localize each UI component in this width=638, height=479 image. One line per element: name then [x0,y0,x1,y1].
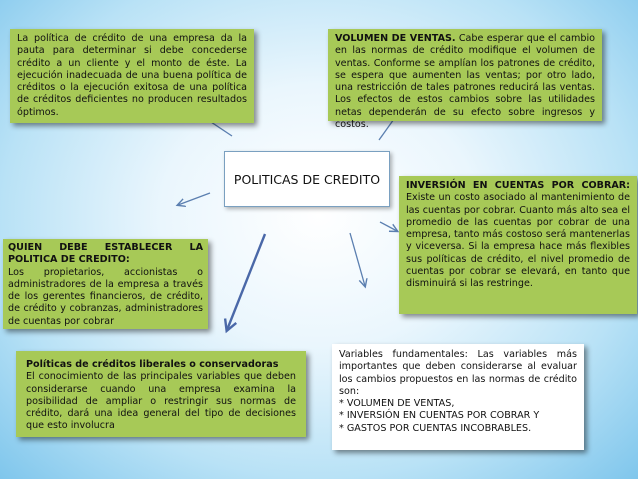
list-item: * INVERSIÓN EN CUENTAS POR COBRAR Y [339,410,540,422]
box-sales-volume [328,29,602,131]
fundamental-variables-text: Variables fundamentales: Las variables más importantes que deben considerarse al evaluar los cambios propuestos en las normas de crédito son: [339,349,577,397]
box-accounts-receivable-investment [399,176,637,314]
fundamental-variables-list [339,398,577,435]
list-item: * VOLUMEN DE VENTAS, [339,398,455,410]
box-liberal-conservative-policies [16,351,306,437]
liberal-conservative-heading: Políticas de créditos liberales o conservadoras [26,359,279,370]
accounts-receivable-heading: INVERSIÓN EN CUENTAS POR COBRAR: [406,180,630,191]
arrow-to-left [178,193,210,205]
sales-volume-heading: VOLUMEN DE VENTAS. [335,33,456,44]
box-credit-policy-definition [10,29,254,123]
who-sets-policy-text: Los propietarios, accionistas o administradores de la empresa a través de los gerentes financieros, de crédito, de crédito y cobranzas, administradores de cuentas por cobrar [8,266,203,327]
box-fundamental-variables [332,344,584,450]
box-who-sets-policy [3,239,208,329]
accounts-receivable-text: Existe un costo asociado al mantenimiento de las cuentas por cobrar. Cuanto más alto sea el promedio de las cuentas por cobrar de una empresa, tanto más costoso será mantenerlas y viceversa. Si la empresa hace más flexibles sus políticas de crédito, el nivel promedio de cuentas por cobrar se elevará, en tanto que disminuirá si las restringe. [406,192,630,290]
liberal-conservative-text: El conocimiento de las principales variables que deben considerarse cuando una empresa examina la posibilidad de ampliar o restringir sus normas de crédito, dará una idea general del tipo de decisiones que esto involucra [26,371,296,432]
central-topic [224,151,390,207]
arrow-to-bottom-left [227,234,265,330]
arrow-to-bottom-right [350,233,365,286]
definition-text: La política de crédito de una empresa da la pauta para determinar si debe concederse crédito a un cliente y el monto de éste. La ejecución inadecuada de una buena política de créditos o la ejecución exitosa de una política de créditos deficientes no producen resultados óptimos. [17,33,247,118]
central-topic-title: POLITICAS DE CREDITO [233,171,381,187]
arrow-to-right [380,222,397,231]
who-sets-policy-heading: QUIEN DEBE ESTABLECER LA POLITICA DE CREDITO: [8,242,203,266]
sales-volume-text: Cabe esperar que el cambio en las normas de crédito modifique el volumen de ventas. Conforme se amplían los patrones de crédito, se espera que aumenten las ventas; por otro lado, una restricción de tales patrones reducirá las ventas. Los efectos de estos cambios sobre las utilidades netas dependerán de su efecto sobre ingresos y costos. [335,33,595,131]
list-item: * GASTOS POR CUENTAS INCOBRABLES. [339,422,532,434]
